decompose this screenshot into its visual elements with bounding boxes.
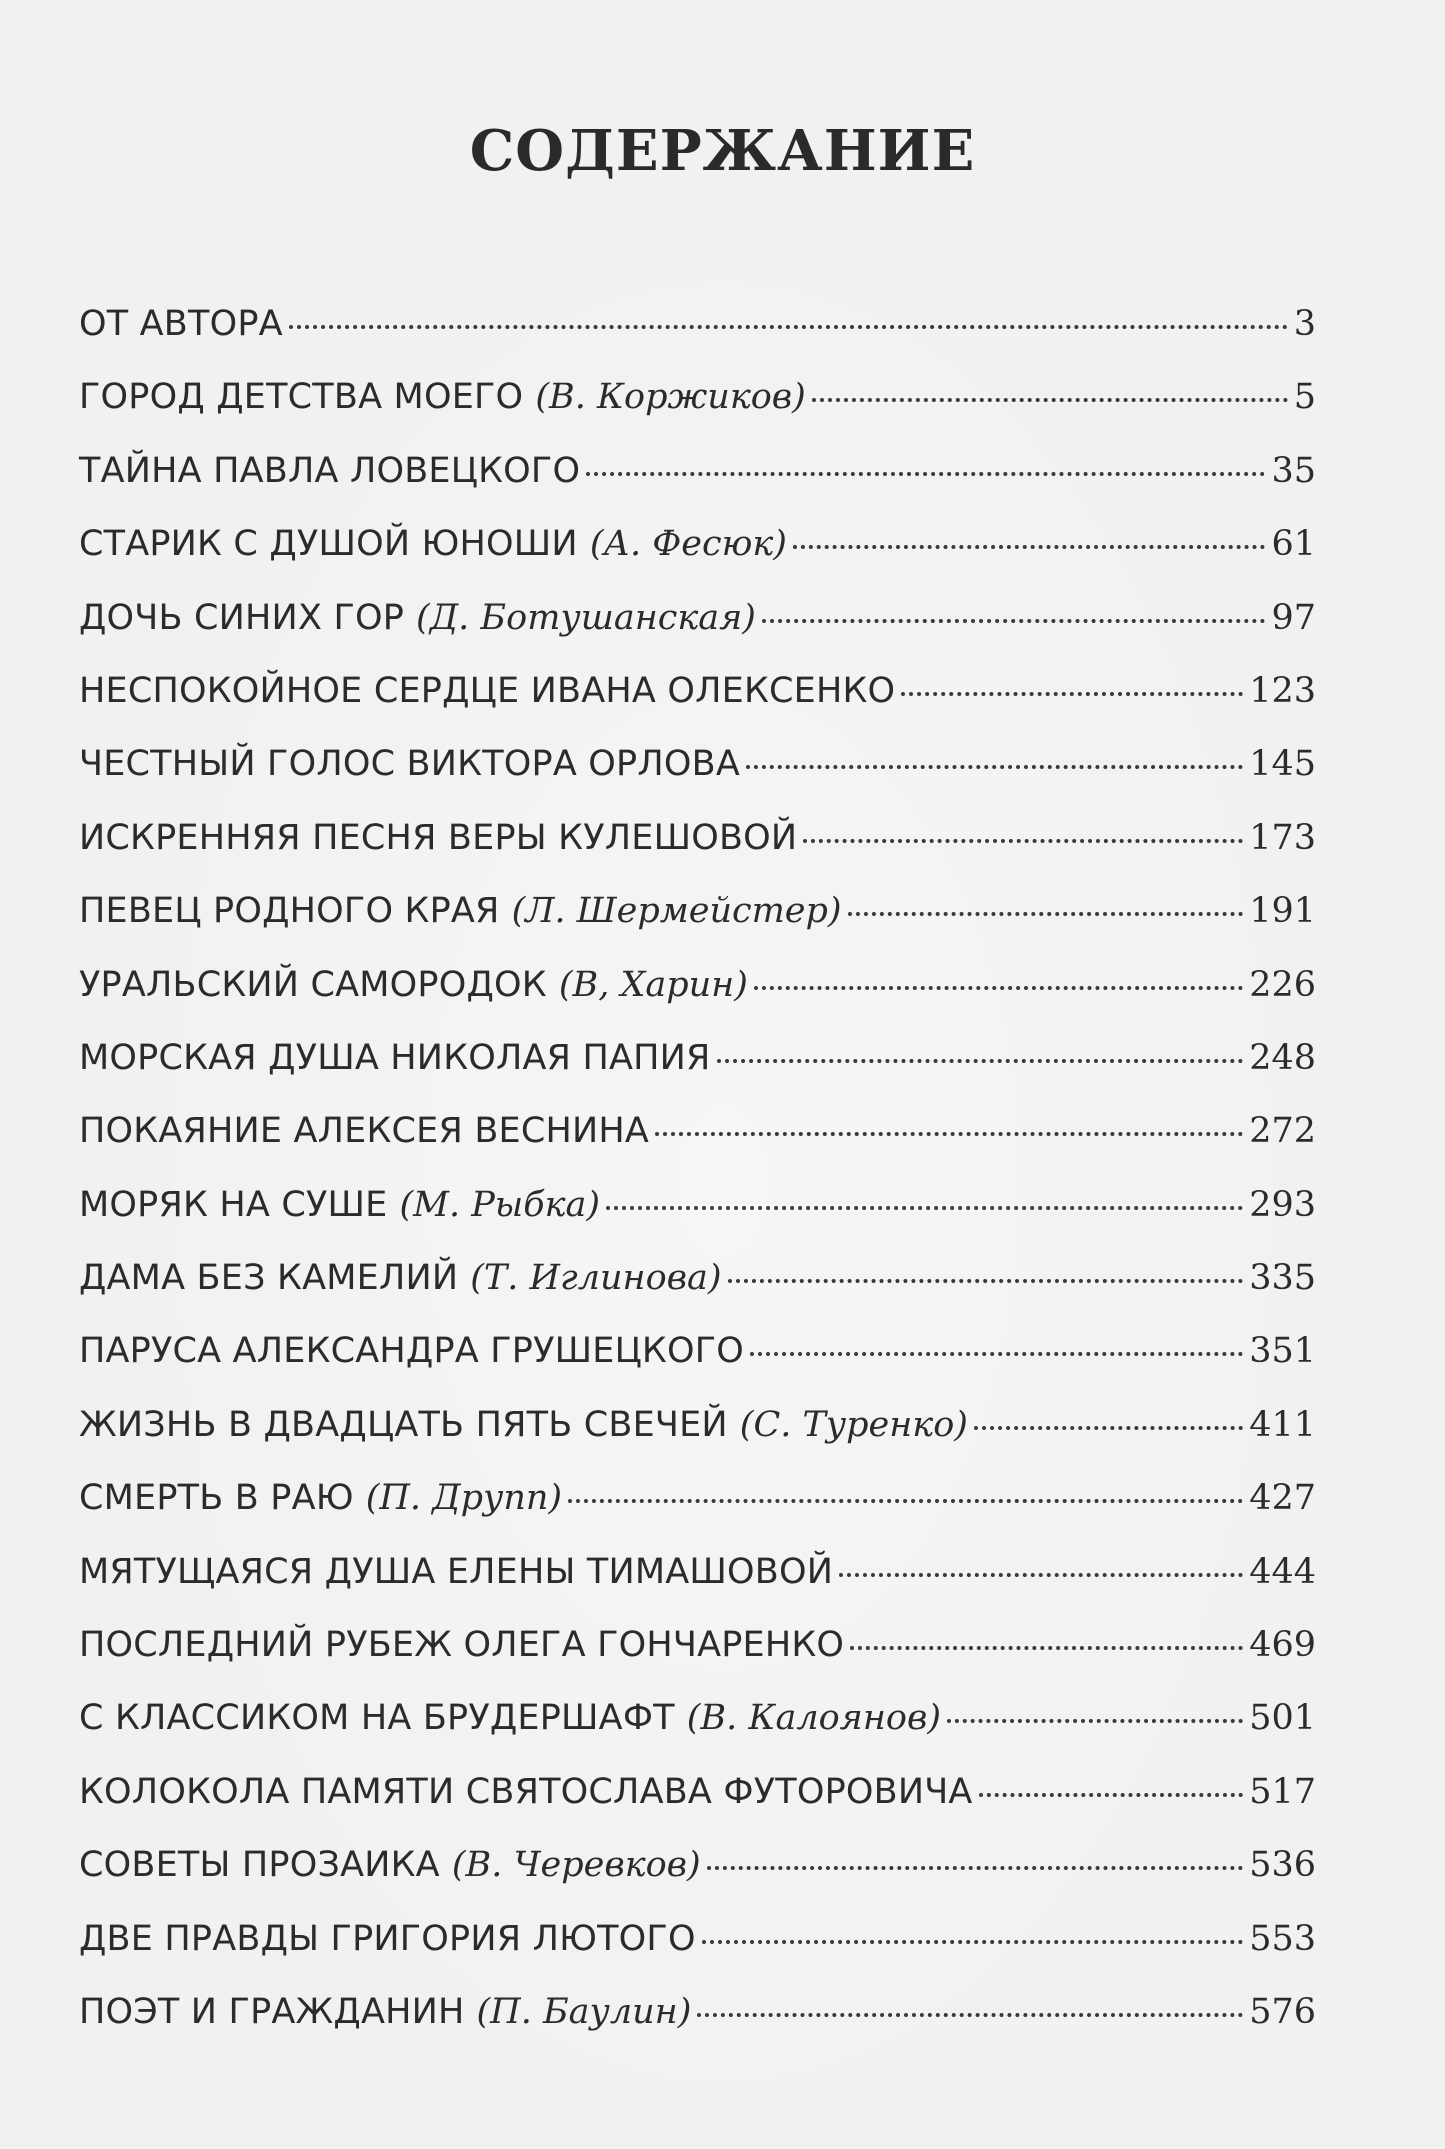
toc-entry-title: НЕСПОКОЙНОЕ СЕРДЦЕ ИВАНА ОЛЕКСЕНКО <box>79 670 896 711</box>
table-of-contents <box>79 298 1316 2059</box>
toc-entry-page: 123 <box>1249 670 1316 711</box>
dot-leader <box>586 470 1265 476</box>
toc-entry-page: 536 <box>1249 1845 1316 1886</box>
toc-entry-page: 226 <box>1249 964 1316 1005</box>
toc-entry-title: ДОЧЬ СИНИХ ГОР <box>79 597 405 638</box>
toc-entry <box>79 518 1316 591</box>
toc-entry-author: (Л. Шермейстер) <box>511 891 842 932</box>
dot-leader <box>717 1057 1244 1063</box>
toc-entry-page: 293 <box>1249 1184 1316 1225</box>
toc-entry <box>79 1986 1316 2059</box>
toc-entry-title: ПОКАЯНИЕ АЛЕКСЕЯ ВЕСНИНА <box>79 1111 650 1152</box>
toc-entry-title: ИСКРЕННЯЯ ПЕСНЯ ВЕРЫ КУЛЕШОВОЙ <box>79 817 798 858</box>
toc-entry-title: ПОЭТ И ГРАЖДАНИН <box>79 1991 465 2032</box>
toc-entry-author: (В, Харин) <box>558 964 748 1005</box>
toc-entry <box>79 1252 1316 1325</box>
dot-leader <box>762 617 1265 623</box>
toc-entry-page: 501 <box>1249 1698 1316 1739</box>
toc-entry-page: 517 <box>1249 1771 1316 1812</box>
toc-entry-author: (В. Черевков) <box>451 1845 701 1886</box>
toc-entry <box>79 1325 1316 1398</box>
toc-entry <box>79 1913 1316 1986</box>
toc-entry <box>79 1032 1316 1105</box>
dot-leader <box>606 1204 1243 1210</box>
toc-entry <box>79 1399 1316 1472</box>
toc-entry <box>79 1546 1316 1619</box>
dot-leader <box>568 1497 1243 1503</box>
toc-entry-author: (Д. Ботушанская) <box>416 597 756 638</box>
toc-entry <box>79 1472 1316 1545</box>
toc-entry-title: СОВЕТЫ ПРОЗАИКА <box>79 1845 440 1886</box>
toc-entry-author: (П. Друпп) <box>365 1478 563 1519</box>
toc-entry <box>79 592 1316 665</box>
toc-entry <box>79 1105 1316 1178</box>
dot-leader <box>750 1350 1243 1356</box>
toc-entry-title: МЯТУЩАЯСЯ ДУША ЕЛЕНЫ ТИМАШОВОЙ <box>79 1551 834 1592</box>
toc-entry-page: 35 <box>1271 450 1316 491</box>
toc-entry-title: ТАЙНА ПАВЛА ЛОВЕЦКОГО <box>79 450 581 491</box>
dot-leader <box>754 984 1243 990</box>
toc-entry-page: 576 <box>1249 1991 1316 2032</box>
toc-entry-page: 3 <box>1293 304 1316 344</box>
toc-entry-title: МОРСКАЯ ДУША НИКОЛАЯ ПАПИЯ <box>79 1037 711 1078</box>
toc-entry-author: (П. Баулин) <box>476 1991 692 2032</box>
dot-leader <box>839 1571 1243 1577</box>
toc-entry-page: 444 <box>1249 1551 1316 1592</box>
dot-leader <box>746 763 1243 769</box>
toc-entry-title: СМЕРТЬ В РАЮ <box>79 1478 354 1519</box>
toc-entry <box>79 1692 1316 1765</box>
toc-entry-page: 469 <box>1249 1625 1316 1666</box>
toc-entry <box>79 1766 1316 1839</box>
dot-leader <box>697 2011 1243 2017</box>
toc-entry <box>79 1619 1316 1692</box>
toc-entry-title: ОТ АВТОРА <box>79 304 283 344</box>
toc-entry <box>79 445 1316 518</box>
toc-entry-title: МОРЯК НА СУШЕ <box>79 1184 388 1225</box>
toc-entry-author: (М. Рыбка) <box>399 1184 601 1225</box>
toc-entry-author: (С. Туренко) <box>739 1404 968 1445</box>
toc-entry-page: 335 <box>1249 1258 1316 1299</box>
toc-entry-title: ПОСЛЕДНИЙ РУБЕЖ ОЛЕГА ГОНЧАРЕНКО <box>79 1625 845 1666</box>
toc-entry-author: (Т. Иглинова) <box>470 1258 722 1299</box>
toc-entry-title: ПАРУСА АЛЕКСАНДРА ГРУШЕЦКОГО <box>79 1331 745 1372</box>
toc-entry-page: 173 <box>1249 817 1316 858</box>
toc-entry-page: 272 <box>1249 1111 1316 1152</box>
toc-entry-title: С КЛАССИКОМ НА БРУДЕРШАФТ <box>79 1698 675 1739</box>
dot-leader <box>848 910 1244 916</box>
dot-leader <box>728 1277 1244 1283</box>
toc-entry <box>79 371 1316 444</box>
dot-leader <box>812 396 1288 402</box>
toc-entry-title: ГОРОД ДЕТСТВА МОЕГО <box>79 377 524 418</box>
dot-leader <box>947 1717 1243 1723</box>
toc-entry-page: 351 <box>1249 1331 1316 1372</box>
toc-entry-page: 97 <box>1271 597 1316 638</box>
toc-entry-title: ДАМА БЕЗ КАМЕЛИЙ <box>79 1258 459 1299</box>
dot-leader <box>702 1938 1243 1944</box>
dot-leader <box>850 1644 1243 1650</box>
dot-leader <box>974 1424 1243 1430</box>
toc-entry-page: 61 <box>1271 524 1316 565</box>
dot-leader <box>979 1791 1244 1797</box>
toc-entry-title: ДВЕ ПРАВДЫ ГРИГОРИЯ ЛЮТОГО <box>79 1918 696 1959</box>
dot-leader <box>655 1130 1243 1136</box>
toc-entry <box>79 665 1316 738</box>
dot-leader <box>793 543 1265 549</box>
toc-entry-page: 248 <box>1249 1037 1316 1078</box>
dot-leader <box>289 323 1288 329</box>
dot-leader <box>707 1864 1243 1870</box>
toc-entry <box>79 959 1316 1032</box>
page-title: СОДЕРЖАНИЕ <box>469 118 976 184</box>
toc-entry-page: 427 <box>1249 1478 1316 1519</box>
toc-entry-author: (В. Коржиков) <box>535 377 806 418</box>
toc-entry-title: ПЕВЕЦ РОДНОГО КРАЯ <box>79 891 500 932</box>
toc-entry-title: КОЛОКОЛА ПАМЯТИ СВЯТОСЛАВА ФУТОРОВИЧА <box>79 1771 973 1812</box>
toc-entry <box>79 298 1316 371</box>
toc-entry <box>79 1839 1316 1912</box>
toc-entry-author: (В. Калоянов) <box>686 1698 941 1739</box>
toc-entry-page: 5 <box>1293 377 1316 418</box>
toc-entry-title: ЧЕСТНЫЙ ГОЛОС ВИКТОРА ОРЛОВА <box>79 744 740 785</box>
toc-entry-page: 553 <box>1249 1918 1316 1959</box>
toc-entry-page: 191 <box>1249 891 1316 932</box>
toc-entry <box>79 885 1316 958</box>
toc-entry-title: ЖИЗНЬ В ДВАДЦАТЬ ПЯТЬ СВЕЧЕЙ <box>79 1404 728 1445</box>
dot-leader <box>901 690 1243 696</box>
toc-entry-page: 411 <box>1249 1404 1316 1445</box>
toc-entry <box>79 738 1316 811</box>
toc-entry <box>79 1179 1316 1252</box>
dot-leader <box>803 837 1243 843</box>
toc-entry-title: УРАЛЬСКИЙ САМОРОДОК <box>79 964 547 1005</box>
toc-entry <box>79 812 1316 885</box>
toc-entry-title: СТАРИК С ДУШОЙ ЮНОШИ <box>79 524 578 565</box>
toc-entry-page: 145 <box>1249 744 1316 785</box>
toc-entry-author: (А. Фесюк) <box>589 524 787 565</box>
